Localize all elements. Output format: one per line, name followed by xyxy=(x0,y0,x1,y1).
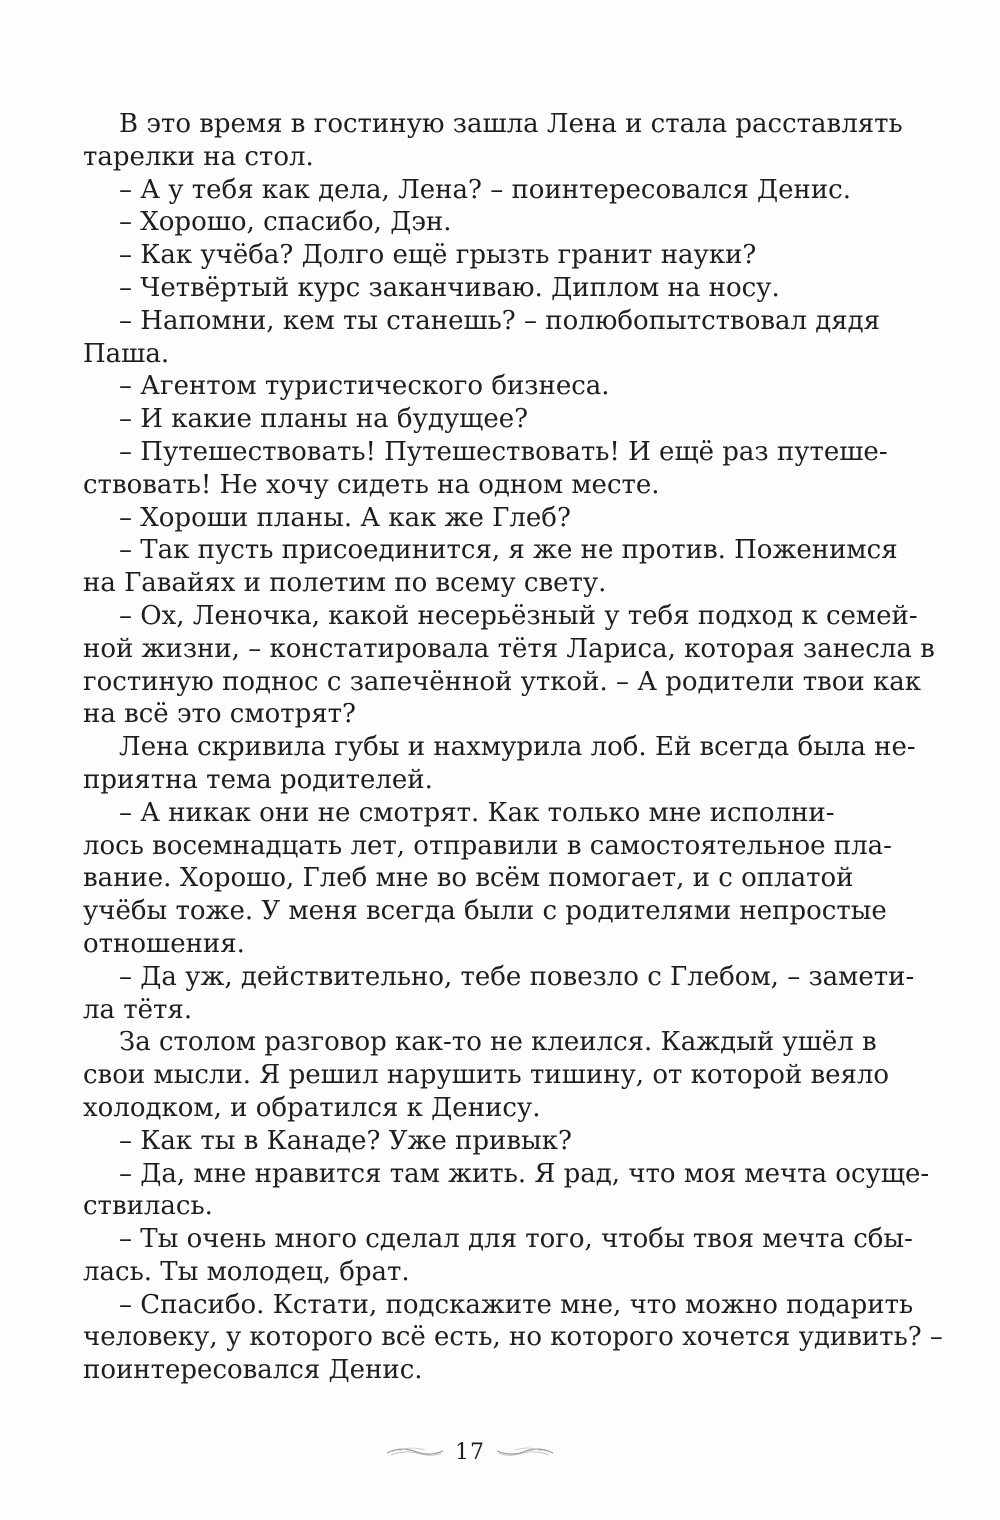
text-line: Лена скривила губы и нахмурила лоб. Ей всегда была не- xyxy=(119,732,916,763)
text-line: вание. Хорошо, Глеб мне во всём помогает, и с оплатой xyxy=(83,863,854,894)
text-line: За столом разговор как-то не клеился. Каждый ушёл в xyxy=(119,1027,877,1058)
text-line: – Ты очень много сделал для того, чтобы твоя мечта сбы- xyxy=(119,1224,913,1255)
text-line: ствилась. xyxy=(83,1191,213,1222)
text-line: приятна тема родителей. xyxy=(83,764,433,795)
text-line: – И какие планы на будущее? xyxy=(119,404,529,435)
text-line: тарелки на стол. xyxy=(83,141,314,172)
body-text xyxy=(83,108,943,1387)
text-line: свои мысли. Я решил нарушить тишину, от которой веяло xyxy=(83,1060,890,1091)
page-footer xyxy=(380,1437,560,1467)
text-line: лась. Ты молодец, брат. xyxy=(83,1256,410,1287)
text-line: гостиную поднос с запечённой уткой. – А родители твои как xyxy=(83,666,922,697)
text-line: на всё это смотрят? xyxy=(83,699,356,730)
text-line: – А никак они не смотрят. Как только мне исполни- xyxy=(119,797,835,828)
text-line: ла тётя. xyxy=(83,994,193,1025)
text-line: – Путешествовать! Путешествовать! И ещё раз путеше- xyxy=(119,436,888,467)
flourish-right-icon xyxy=(495,1444,555,1460)
text-line: – Хорошо, спасибо, Дэн. xyxy=(119,207,452,238)
text-line: – Так пусть присоединится, я же не против. Поженимся xyxy=(119,535,898,566)
text-line: ствовать! Не хочу сидеть на одном месте. xyxy=(83,469,660,500)
text-line: отношения. xyxy=(83,928,245,959)
text-line: лось восемнадцать лет, отправили в самостоятельное пла- xyxy=(83,830,892,861)
text-line: Паша. xyxy=(83,338,170,369)
text-line: – Да уж, действительно, тебе повезло с Глебом, – замети- xyxy=(119,961,915,992)
text-line: поинтересовался Денис. xyxy=(83,1355,423,1386)
text-line: человеку, у которого всё есть, но которого хочется удивить? – xyxy=(83,1322,943,1353)
page-number: 17 xyxy=(455,1439,485,1465)
text-line: на Гавайях и полетим по всему свету. xyxy=(83,568,607,599)
text-line: ной жизни, – констатировала тётя Лариса, которая занесла в xyxy=(83,633,935,664)
text-line: – Четвёртый курс заканчиваю. Диплом на носу. xyxy=(119,272,780,303)
text-line: – Спасибо. Кстати, подскажите мне, что можно подарить xyxy=(119,1289,914,1320)
text-line: – Да, мне нравится там жить. Я рад, что моя мечта осуще- xyxy=(119,1158,930,1189)
text-line: – Как ты в Канаде? Уже привык? xyxy=(119,1125,572,1156)
text-line: – Напомни, кем ты станешь? – полюбопытствовал дядя xyxy=(119,305,881,336)
flourish-left-icon xyxy=(385,1444,445,1460)
text-line: В это время в гостиную зашла Лена и стала расставлять xyxy=(119,109,903,139)
text-line: – Ох, Леночка, какой несерьёзный у тебя подход к семей- xyxy=(119,600,918,631)
text-line: – Агентом туристического бизнеса. xyxy=(119,371,610,402)
text-line: – А у тебя как дела, Лена? – поинтересовался Денис. xyxy=(119,174,852,205)
text-line: учёбы тоже. У меня всегда были с родителями непростые xyxy=(83,896,887,927)
text-line: холодком, и обратился к Денису. xyxy=(83,1092,541,1123)
text-line: – Хороши планы. А как же Глеб? xyxy=(119,502,571,533)
text-line: – Как учёба? Долго ещё грызть гранит науки? xyxy=(119,240,757,271)
